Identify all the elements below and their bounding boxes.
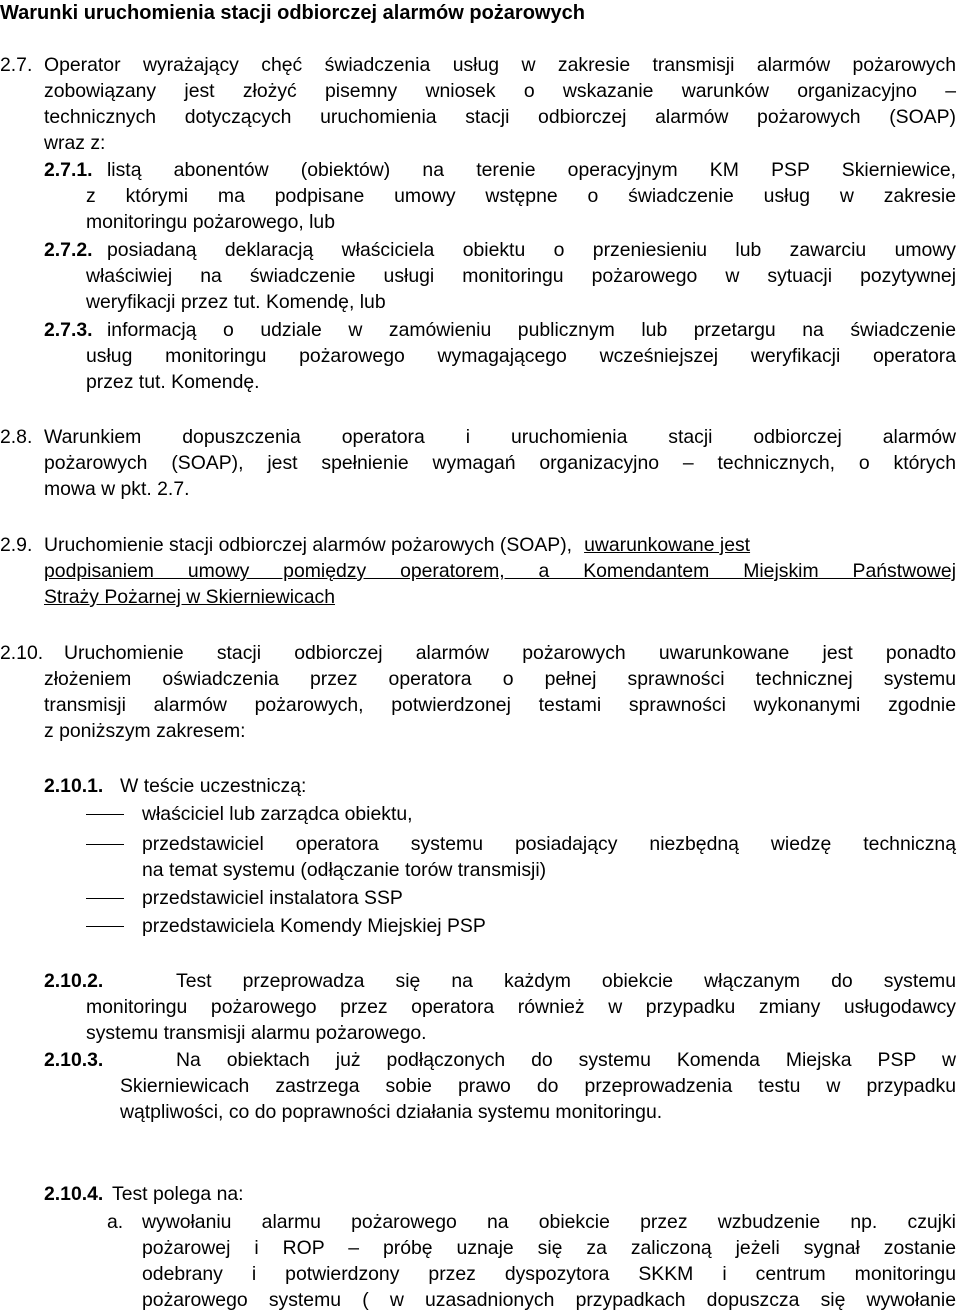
section-2-9-line-3: Straży Pożarnej w Skierniewicach [44,586,335,608]
participant-2-line-1: przedstawiciel operatora systemu posiadający niezbędną wiedzę techniczną [142,833,956,855]
list-letter-a: a. [107,1211,124,1233]
item-number-2-10-1: 2.10.1. [44,775,104,797]
item-2-10-3-line-2: Skierniewicach zastrzega sobie prawo do przeprowadzenia testu w przypadku [120,1075,956,1097]
item-2-7-1-line-3: monitoringu pożarowego, lub [86,211,336,233]
dash-icon [86,844,124,845]
participant-2-line-2: na temat systemu (odłączanie torów transmisji) [142,859,547,881]
item-2-10-3-line-1: Na obiektach już podłączonych do systemu Komenda Miejska PSP w [176,1049,956,1071]
section-2-8-line-1: Warunkiem dopuszczenia operatora i uruchomienia stacji odbiorczej alarmów [44,426,956,448]
item-2-7-1-line-2: z którymi ma podpisane umowy wstępne o świadczenie usług w zakresie [86,185,956,207]
item-number-2-7-2: 2.7.2. [44,239,93,261]
item-number-2-10-4: 2.10.4. [44,1183,104,1205]
section-number-2-8: 2.8. [0,426,33,448]
participant-3: przedstawiciel instalatora SSP [142,887,403,909]
dash-icon [86,814,124,815]
item-2-10-2-line-1: Test przeprowadza się na każdym obiekcie włączanym do systemu [176,970,956,992]
participant-4: przedstawiciela Komendy Miejskiej PSP [142,915,486,937]
section-2-9-line-2: podpisaniem umowy pomiędzy operatorem, a Komendantem Miejskim Państwowej [44,560,956,582]
participant-1: właściciel lub zarządca obiektu, [142,803,413,825]
item-2-7-3-line-2: usług monitoringu pożarowego wymagającego wcześniejszej weryfikacji operatora [86,345,956,367]
dash-icon [86,926,124,927]
page-title: Warunki uruchomienia stacji odbiorczej alarmów pożarowych [0,2,585,24]
section-2-8-line-3: mowa w pkt. 2.7. [44,478,190,500]
section-2-8-line-2: pożarowych (SOAP), jest spełnienie wymagań organizacyjno – technicznych, o których [44,452,956,474]
item-2-7-3-line-3: przez tut. Komendę. [86,371,260,393]
section-number-2-10: 2.10. [0,642,44,664]
section-number-2-7: 2.7. [0,54,33,76]
item-2-7-1-line-1: listą abonentów (obiektów) na terenie operacyjnym KM PSP Skierniewice, [107,159,956,181]
item-2-10-2-line-3: systemu transmisji alarmu pożarowego. [86,1022,427,1044]
item-2-10-1-heading: W teście uczestniczą: [120,775,307,797]
section-2-10-line-4: z poniższym zakresem: [44,720,246,742]
item-2-10-3-line-3: wątpliwości, co do poprawności działania systemu monitoringu. [120,1101,663,1123]
item-2-7-2-line-3: weryfikacji przez tut. Komendę, lub [86,291,386,313]
section-2-9-line-1-underlined: uwarunkowane jest [584,534,751,556]
test-step-a-line-3: odebrany i potwierdzony przez dyspozytora SKKM i centrum monitoringu [142,1263,956,1285]
section-2-7-line-1: Operator wyrażający chęć świadczenia usług w zakresie transmisji alarmów pożarowych [44,54,956,76]
dash-icon [86,898,124,899]
item-number-2-10-2: 2.10.2. [44,970,104,992]
item-number-2-7-3: 2.7.3. [44,319,93,341]
section-2-10-line-3: transmisji alarmów pożarowych, potwierdzonej testami sprawności wykonanymi zgodnie [44,694,956,716]
section-2-10-line-2: złożeniem oświadczenia przez operatora o pełnej sprawności technicznej systemu [44,668,956,690]
section-number-2-9: 2.9. [0,534,33,556]
item-2-10-4-heading: Test polega na: [112,1183,244,1205]
section-2-10-line-1: Uruchomienie stacji odbiorczej alarmów pożarowych uwarunkowane jest ponadto [64,642,956,664]
section-2-9-line-1-text: Uruchomienie stacji odbiorczej alarmów pożarowych (SOAP), [44,534,573,556]
item-2-7-3-line-1: informacją o udziale w zamówieniu publicznym lub przetargu na świadczenie [107,319,956,341]
section-2-7-line-2: zobowiązany jest złożyć pisemny wniosek o wskazanie warunków organizacyjno – [44,80,956,102]
item-2-10-2-line-2: monitoringu pożarowego przez operatora również w przypadku zmiany usługodawcy [86,996,956,1018]
item-2-7-2-line-1: posiadaną deklaracją właściciela obiektu o przeniesieniu lub zawarciu umowy [107,239,956,261]
test-step-a-line-1: wywołaniu alarmu pożarowego na obiekcie przez wzbudzenie np. czujki [142,1211,956,1233]
item-2-7-2-line-2: właściwiej na świadczenie usługi monitoringu pożarowego w sytuacji pozytywnej [86,265,956,287]
section-2-9-line-1 [44,532,750,558]
section-2-7-line-3: technicznych dotyczących uruchomienia stacji odbiorczej alarmów pożarowych (SOAP) [44,106,956,128]
item-number-2-7-1: 2.7.1. [44,159,93,181]
section-2-7-line-4: wraz z: [44,132,106,154]
test-step-a-line-2: pożarowej i ROP – próbę uznaje się za zaliczoną jeżeli sygnał zostanie [142,1237,956,1259]
test-step-a-line-4: pożarowego systemu ( w uzasadnionych przypadkach dopuszcza się wywołanie [142,1289,956,1311]
item-number-2-10-3: 2.10.3. [44,1049,104,1071]
